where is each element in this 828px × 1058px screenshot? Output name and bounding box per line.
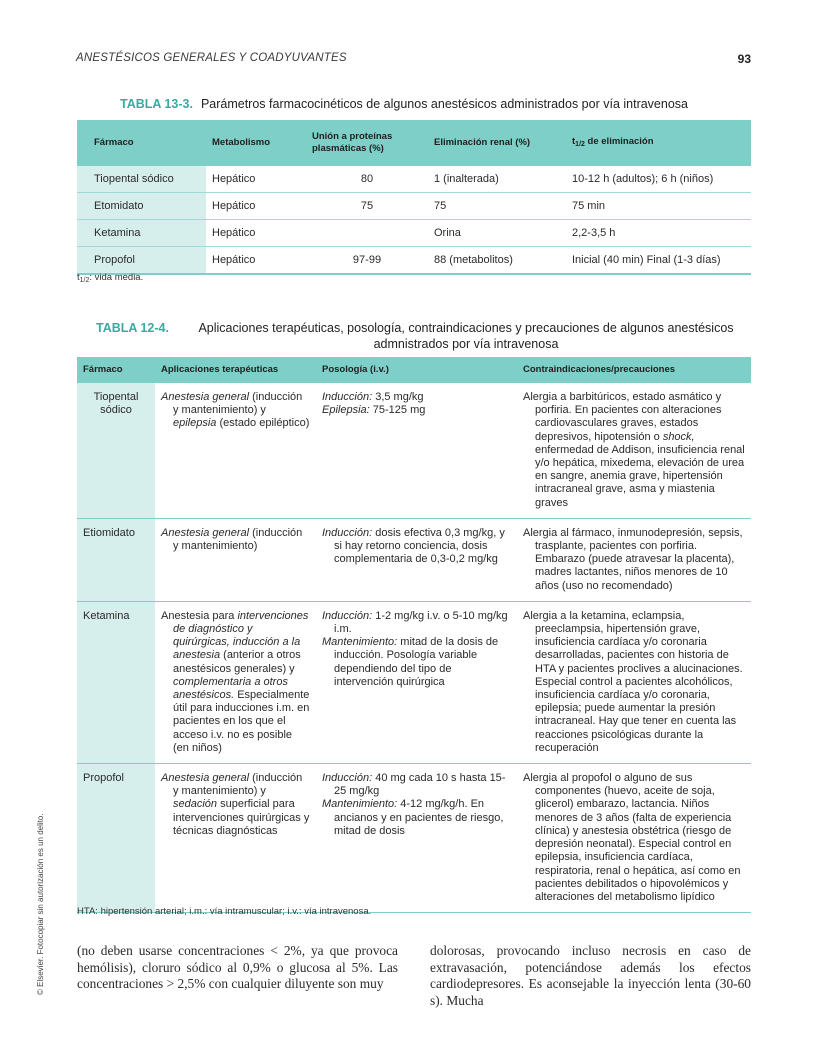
cell-posologia: Inducción: 3,5 mg/kg Epilepsia: 75-125 mg — [316, 383, 517, 518]
cell-contraindicaciones: Alergia a barbitúricos, estado asmático y porfiria. En pacientes con alteraciones cardiovasculares graves, estados depresivos, hipotensión o shock, enfermedad de Addison, insuficiencia renal y/o hepática, mixedema, elevación de urea en sangre, anemia grave, hipertensión intracraneal grave, asma y miastenia graves — [517, 383, 751, 518]
cell-contraindicaciones: Alergia a la ketamina, eclampsia, preeclampsia, hipertensión grave, insuficiencia cardíaca y/o coronaria desarrolladas, pacientes con historia de HTA y pacientes proclives a alucinaciones. Especial control a pacientes alcohólicos, insuficiencia cardíaca y/o coronaria, epilepsia; puede aumentar la presión intracraneal. Hay que tener en cuenta las reacciones psicológicas durante la recuperación — [517, 601, 751, 763]
cell-eliminacion: 1 (inalterada) — [428, 166, 566, 193]
cell-thalf: 75 min — [566, 193, 751, 220]
header-aplicaciones: Aplicaciones terapéuticas — [155, 357, 316, 383]
cell-aplicaciones: Anestesia general (inducción y mantenimiento) — [155, 518, 316, 601]
cell-aplicaciones: Anestesia para intervenciones de diagnóstico y quirúrgicas, inducción a la anestesia (anterior a otros anestésicos generales) y complementaria a otros anestésicos. Especialmente útil para inducciones i.m. en pacientes en los que el acceso i.v. no es posible (en niños) — [155, 601, 316, 763]
cell-farmaco: Tiopental sódico — [77, 383, 155, 518]
cell-farmaco: Propofol — [77, 247, 206, 275]
table-12-label: TABLA 12-4. — [96, 321, 169, 335]
table-row — [77, 764, 751, 913]
table-row — [77, 247, 751, 275]
body-text-left: (no deben usarse concentraciones < 2%, ya que provoca hemólisis), cloruro sódico al 0,9% o glucosa al 5%. Las concentraciones > 2,5% con cualquier diluyente son muy — [77, 943, 398, 991]
cell-metabolismo: Hepático — [206, 247, 306, 275]
cell-farmaco: Propofol — [77, 764, 155, 913]
cell-posologia: Inducción: 1-2 mg/kg i.v. o 5-10 mg/kg i.m. Mantenimiento: mitad de la dosis de inducción. Posología variable dependiendo del tipo de intervención quirúrgica — [316, 601, 517, 763]
table-13-title: Parámetros farmacocinéticos de algunos anestésicos administrados por vía intravenosa — [200, 97, 688, 111]
cell-union — [306, 220, 428, 247]
cell-thalf: 10-12 h (adultos); 6 h (niños) — [566, 166, 751, 193]
header-metabolismo: Metabolismo — [206, 120, 306, 166]
cell-thalf: Inicial (40 min) Final (1-3 días) — [566, 247, 751, 275]
header-contraindicaciones: Contraindicaciones/precauciones — [517, 357, 751, 383]
table-row — [77, 193, 751, 220]
copyright-notice: © Elsevier. Fotocopiar sin autorización es un delito. — [36, 813, 45, 995]
table-row — [77, 601, 751, 763]
cell-farmaco: Ketamina — [77, 601, 155, 763]
cell-eliminacion: Orina — [428, 220, 566, 247]
header-farmaco: Fármaco — [77, 357, 155, 383]
header-union-proteinas: Unión a proteínas plasmáticas (%) — [306, 120, 428, 166]
applications-table — [77, 357, 751, 913]
page-number: 93 — [737, 52, 751, 66]
cell-aplicaciones: Anestesia general (inducción y mantenimiento) y epilepsia (estado epiléptico) — [155, 383, 316, 518]
cell-contraindicaciones: Alergia al propofol o alguno de sus componentes (huevo, aceite de soja, glicerol) embarazo, lactancia. Niños menores de 3 años (falta de experiencia clínica) y anestesia obstétrica (riesgo de depresión neonatal). Especial control en epilepsia, insuficiencia cardíaca, respiratoria, renal o hepática, así como en pacientes debilitados o hipovolémicos y alteraciones del metabolismo lipídico — [517, 764, 751, 913]
cell-union: 75 — [306, 193, 428, 220]
cell-farmaco: Etomidato — [77, 193, 206, 220]
table-13-caption — [120, 97, 688, 111]
table-12-title: Aplicaciones terapéuticas, posología, contraindicaciones y precauciones de algunos anestésicos admnistrados por vía intravenosa — [198, 321, 734, 351]
table-12-caption — [96, 320, 756, 352]
table-13-label: TABLA 13-3. — [120, 97, 193, 111]
body-text-right: dolorosas, provocando incluso necrosis en caso de extravasación, potenciándose además los efectos cardiodepresores. Es aconsejable la inyección lenta (30-60 s). Mucha — [430, 943, 751, 1008]
cell-contraindicaciones: Alergia al fármaco, inmunodepresión, sepsis, trasplante, pacientes con porfiria. Embarazo (puede atravesar la placenta), madres lactantes, niños menores de 10 años (uso no recomendado) — [517, 518, 751, 601]
cell-thalf: 2,2-3,5 h — [566, 220, 751, 247]
cell-metabolismo: Hepático — [206, 193, 306, 220]
cell-metabolismo: Hepático — [206, 166, 306, 193]
cell-farmaco: Etiomidato — [77, 518, 155, 601]
cell-aplicaciones: Anestesia general (inducción y mantenimiento) y sedación superficial para intervenciones quirúrgicas y técnicas diagnósticas — [155, 764, 316, 913]
table-header-row — [77, 357, 751, 383]
cell-metabolismo: Hepático — [206, 220, 306, 247]
cell-farmaco: Ketamina — [77, 220, 206, 247]
cell-union: 80 — [306, 166, 428, 193]
cell-posologia: Inducción: 40 mg cada 10 s hasta 15-25 mg/kg Mantenimiento: 4-12 mg/kg/h. En ancianos y en pacientes de riesgo, mitad de dosis — [316, 764, 517, 913]
table-header-row — [77, 120, 751, 166]
header-eliminacion-renal: Eliminación renal (%) — [428, 120, 566, 166]
header-farmaco: Fármaco — [77, 120, 206, 166]
table-row — [77, 220, 751, 247]
cell-eliminacion: 88 (metabolitos) — [428, 247, 566, 275]
table-row — [77, 166, 751, 193]
table-row — [77, 383, 751, 518]
cell-farmaco: Tiopental sódico — [77, 166, 206, 193]
running-title: ANESTÉSICOS GENERALES Y COADYUVANTES — [76, 52, 347, 64]
header-thalf: $t_{1/2}$ de eliminación — [566, 120, 751, 166]
cell-union: 97-99 — [306, 247, 428, 275]
header-posologia: Posología (i.v.) — [316, 357, 517, 383]
cell-eliminacion: 75 — [428, 193, 566, 220]
cell-posologia: Inducción: dosis efectiva 0,3 mg/kg, y si hay retorno conciencia, dosis complementaria de 0,3-0,2 mg/kg — [316, 518, 517, 601]
pharmacokinetics-table — [77, 120, 751, 275]
table-12-footnote: HTA: hipertensión arterial; i.m.: vía intramuscular; i.v.: vía intravenosa. — [77, 906, 372, 917]
table-row — [77, 518, 751, 601]
table-13-footnote: $t_{1/2}$: vida media. — [77, 272, 144, 284]
